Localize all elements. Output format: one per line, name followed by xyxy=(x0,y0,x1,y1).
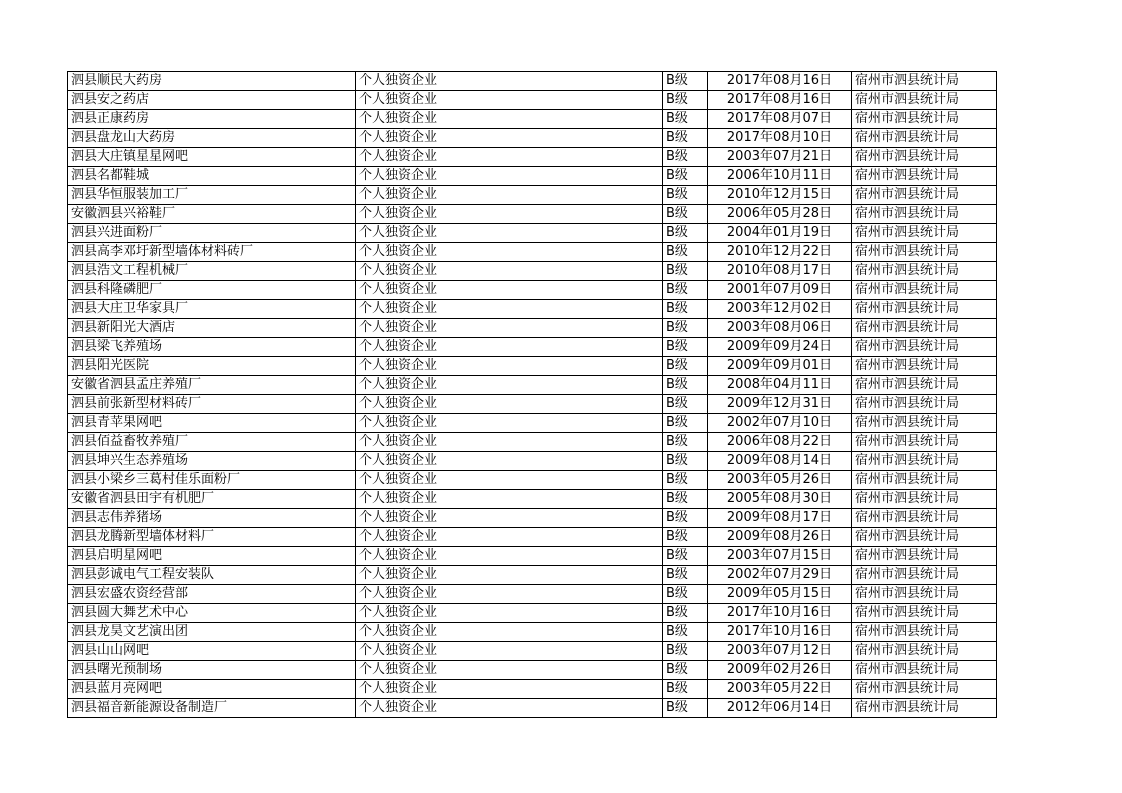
credit-grade-cell: B级 xyxy=(663,224,708,243)
enterprise-name-cell: 泗县青苹果网吧 xyxy=(68,414,356,433)
credit-grade-cell: B级 xyxy=(663,471,708,490)
enterprise-type-cell: 个人独资企业 xyxy=(356,471,663,490)
date-cell: 2006年05月28日 xyxy=(708,205,852,224)
table-row xyxy=(68,281,997,300)
date-cell: 2009年05月15日 xyxy=(708,585,852,604)
credit-grade-cell: B级 xyxy=(663,680,708,699)
enterprise-name-cell: 泗县龙昊文艺演出团 xyxy=(68,623,356,642)
table-row xyxy=(68,547,997,566)
credit-grade-cell: B级 xyxy=(663,585,708,604)
table-row xyxy=(68,395,997,414)
date-cell: 2017年08月07日 xyxy=(708,110,852,129)
date-cell: 2005年08月30日 xyxy=(708,490,852,509)
credit-grade-cell: B级 xyxy=(663,414,708,433)
credit-grade-cell: B级 xyxy=(663,433,708,452)
date-cell: 2009年12月31日 xyxy=(708,395,852,414)
table-row xyxy=(68,623,997,642)
table-row xyxy=(68,433,997,452)
date-cell: 2009年08月17日 xyxy=(708,509,852,528)
table-row xyxy=(68,224,997,243)
enterprise-type-cell: 个人独资企业 xyxy=(356,604,663,623)
date-cell: 2009年02月26日 xyxy=(708,661,852,680)
table-row xyxy=(68,319,997,338)
enterprise-name-cell: 泗县新阳光大酒店 xyxy=(68,319,356,338)
enterprise-type-cell: 个人独资企业 xyxy=(356,642,663,661)
table-body xyxy=(68,72,997,718)
credit-grade-cell: B级 xyxy=(663,243,708,262)
enterprise-type-cell: 个人独资企业 xyxy=(356,699,663,718)
authority-cell: 宿州市泗县统计局 xyxy=(852,452,997,471)
enterprise-name-cell: 泗县曙光预制场 xyxy=(68,661,356,680)
enterprise-type-cell: 个人独资企业 xyxy=(356,281,663,300)
date-cell: 2001年07月09日 xyxy=(708,281,852,300)
authority-cell: 宿州市泗县统计局 xyxy=(852,319,997,338)
enterprise-name-cell: 泗县名都鞋城 xyxy=(68,167,356,186)
authority-cell: 宿州市泗县统计局 xyxy=(852,642,997,661)
date-cell: 2010年12月22日 xyxy=(708,243,852,262)
enterprise-type-cell: 个人独资企业 xyxy=(356,414,663,433)
date-cell: 2003年08月06日 xyxy=(708,319,852,338)
table-row xyxy=(68,110,997,129)
date-cell: 2008年04月11日 xyxy=(708,376,852,395)
enterprise-type-cell: 个人独资企业 xyxy=(356,528,663,547)
enterprise-name-cell: 泗县龙腾新型墙体材料厂 xyxy=(68,528,356,547)
enterprise-name-cell: 泗县正康药房 xyxy=(68,110,356,129)
authority-cell: 宿州市泗县统计局 xyxy=(852,414,997,433)
date-cell: 2003年07月15日 xyxy=(708,547,852,566)
table-row xyxy=(68,167,997,186)
enterprise-type-cell: 个人独资企业 xyxy=(356,395,663,414)
enterprise-credit-table xyxy=(67,71,997,718)
date-cell: 2017年10月16日 xyxy=(708,604,852,623)
date-cell: 2017年08月16日 xyxy=(708,72,852,91)
enterprise-name-cell: 泗县宏盛农资经营部 xyxy=(68,585,356,604)
table-row xyxy=(68,186,997,205)
enterprise-name-cell: 泗县佰益畜牧养殖厂 xyxy=(68,433,356,452)
enterprise-name-cell: 泗县大庄卫华家具厂 xyxy=(68,300,356,319)
enterprise-name-cell: 泗县蓝月亮网吧 xyxy=(68,680,356,699)
authority-cell: 宿州市泗县统计局 xyxy=(852,661,997,680)
enterprise-type-cell: 个人独资企业 xyxy=(356,319,663,338)
enterprise-type-cell: 个人独资企业 xyxy=(356,262,663,281)
table-row xyxy=(68,205,997,224)
credit-grade-cell: B级 xyxy=(663,281,708,300)
enterprise-credit-table-container xyxy=(67,71,997,718)
authority-cell: 宿州市泗县统计局 xyxy=(852,471,997,490)
enterprise-type-cell: 个人独资企业 xyxy=(356,680,663,699)
credit-grade-cell: B级 xyxy=(663,357,708,376)
table-row xyxy=(68,414,997,433)
enterprise-type-cell: 个人独资企业 xyxy=(356,452,663,471)
authority-cell: 宿州市泗县统计局 xyxy=(852,547,997,566)
table-row xyxy=(68,338,997,357)
authority-cell: 宿州市泗县统计局 xyxy=(852,243,997,262)
enterprise-name-cell: 泗县盘龙山大药房 xyxy=(68,129,356,148)
date-cell: 2010年12月15日 xyxy=(708,186,852,205)
authority-cell: 宿州市泗县统计局 xyxy=(852,509,997,528)
table-row xyxy=(68,357,997,376)
enterprise-type-cell: 个人独资企业 xyxy=(356,186,663,205)
date-cell: 2004年01月19日 xyxy=(708,224,852,243)
table-row xyxy=(68,376,997,395)
table-row xyxy=(68,585,997,604)
authority-cell: 宿州市泗县统计局 xyxy=(852,167,997,186)
enterprise-type-cell: 个人独资企业 xyxy=(356,357,663,376)
authority-cell: 宿州市泗县统计局 xyxy=(852,395,997,414)
enterprise-name-cell: 安徽泗县兴裕鞋厂 xyxy=(68,205,356,224)
authority-cell: 宿州市泗县统计局 xyxy=(852,72,997,91)
enterprise-name-cell: 泗县山山网吧 xyxy=(68,642,356,661)
table-row xyxy=(68,452,997,471)
enterprise-name-cell: 泗县志伟养猪场 xyxy=(68,509,356,528)
table-row xyxy=(68,262,997,281)
date-cell: 2009年08月26日 xyxy=(708,528,852,547)
authority-cell: 宿州市泗县统计局 xyxy=(852,281,997,300)
authority-cell: 宿州市泗县统计局 xyxy=(852,224,997,243)
credit-grade-cell: B级 xyxy=(663,338,708,357)
table-row xyxy=(68,509,997,528)
enterprise-type-cell: 个人独资企业 xyxy=(356,547,663,566)
authority-cell: 宿州市泗县统计局 xyxy=(852,566,997,585)
enterprise-name-cell: 泗县安之药店 xyxy=(68,91,356,110)
enterprise-type-cell: 个人独资企业 xyxy=(356,623,663,642)
credit-grade-cell: B级 xyxy=(663,205,708,224)
credit-grade-cell: B级 xyxy=(663,72,708,91)
credit-grade-cell: B级 xyxy=(663,300,708,319)
credit-grade-cell: B级 xyxy=(663,395,708,414)
table-row xyxy=(68,642,997,661)
enterprise-name-cell: 泗县启明星网吧 xyxy=(68,547,356,566)
credit-grade-cell: B级 xyxy=(663,528,708,547)
credit-grade-cell: B级 xyxy=(663,186,708,205)
credit-grade-cell: B级 xyxy=(663,91,708,110)
table-row xyxy=(68,490,997,509)
authority-cell: 宿州市泗县统计局 xyxy=(852,205,997,224)
authority-cell: 宿州市泗县统计局 xyxy=(852,528,997,547)
table-row xyxy=(68,699,997,718)
enterprise-name-cell: 泗县浩文工程机械厂 xyxy=(68,262,356,281)
date-cell: 2010年08月17日 xyxy=(708,262,852,281)
authority-cell: 宿州市泗县统计局 xyxy=(852,262,997,281)
credit-grade-cell: B级 xyxy=(663,661,708,680)
credit-grade-cell: B级 xyxy=(663,148,708,167)
table-row xyxy=(68,680,997,699)
enterprise-name-cell: 泗县阳光医院 xyxy=(68,357,356,376)
authority-cell: 宿州市泗县统计局 xyxy=(852,585,997,604)
enterprise-type-cell: 个人独资企业 xyxy=(356,585,663,604)
credit-grade-cell: B级 xyxy=(663,490,708,509)
authority-cell: 宿州市泗县统计局 xyxy=(852,148,997,167)
date-cell: 2009年09月01日 xyxy=(708,357,852,376)
enterprise-type-cell: 个人独资企业 xyxy=(356,376,663,395)
enterprise-name-cell: 泗县兴进面粉厂 xyxy=(68,224,356,243)
table-row xyxy=(68,243,997,262)
authority-cell: 宿州市泗县统计局 xyxy=(852,376,997,395)
table-row xyxy=(68,72,997,91)
table-row xyxy=(68,604,997,623)
credit-grade-cell: B级 xyxy=(663,604,708,623)
credit-grade-cell: B级 xyxy=(663,623,708,642)
enterprise-name-cell: 泗县梁飞养殖场 xyxy=(68,338,356,357)
enterprise-type-cell: 个人独资企业 xyxy=(356,110,663,129)
credit-grade-cell: B级 xyxy=(663,167,708,186)
date-cell: 2017年08月16日 xyxy=(708,91,852,110)
date-cell: 2003年05月26日 xyxy=(708,471,852,490)
authority-cell: 宿州市泗县统计局 xyxy=(852,623,997,642)
date-cell: 2003年12月02日 xyxy=(708,300,852,319)
authority-cell: 宿州市泗县统计局 xyxy=(852,129,997,148)
enterprise-type-cell: 个人独资企业 xyxy=(356,148,663,167)
enterprise-type-cell: 个人独资企业 xyxy=(356,205,663,224)
date-cell: 2006年08月22日 xyxy=(708,433,852,452)
date-cell: 2009年08月14日 xyxy=(708,452,852,471)
table-row xyxy=(68,661,997,680)
enterprise-type-cell: 个人独资企业 xyxy=(356,129,663,148)
enterprise-name-cell: 泗县圆大舞艺术中心 xyxy=(68,604,356,623)
enterprise-name-cell: 泗县前张新型材料砖厂 xyxy=(68,395,356,414)
table-row xyxy=(68,148,997,167)
authority-cell: 宿州市泗县统计局 xyxy=(852,186,997,205)
enterprise-type-cell: 个人独资企业 xyxy=(356,224,663,243)
date-cell: 2003年07月12日 xyxy=(708,642,852,661)
authority-cell: 宿州市泗县统计局 xyxy=(852,680,997,699)
credit-grade-cell: B级 xyxy=(663,642,708,661)
credit-grade-cell: B级 xyxy=(663,319,708,338)
table-row xyxy=(68,528,997,547)
date-cell: 2009年09月24日 xyxy=(708,338,852,357)
table-row xyxy=(68,91,997,110)
credit-grade-cell: B级 xyxy=(663,129,708,148)
credit-grade-cell: B级 xyxy=(663,376,708,395)
credit-grade-cell: B级 xyxy=(663,566,708,585)
enterprise-type-cell: 个人独资企业 xyxy=(356,509,663,528)
enterprise-type-cell: 个人独资企业 xyxy=(356,72,663,91)
authority-cell: 宿州市泗县统计局 xyxy=(852,357,997,376)
table-row xyxy=(68,129,997,148)
enterprise-type-cell: 个人独资企业 xyxy=(356,566,663,585)
authority-cell: 宿州市泗县统计局 xyxy=(852,338,997,357)
date-cell: 2002年07月10日 xyxy=(708,414,852,433)
enterprise-type-cell: 个人独资企业 xyxy=(356,300,663,319)
date-cell: 2017年08月10日 xyxy=(708,129,852,148)
date-cell: 2003年07月21日 xyxy=(708,148,852,167)
authority-cell: 宿州市泗县统计局 xyxy=(852,433,997,452)
enterprise-name-cell: 泗县科隆磷肥厂 xyxy=(68,281,356,300)
enterprise-name-cell: 泗县高李邓圩新型墙体材料砖厂 xyxy=(68,243,356,262)
enterprise-name-cell: 安徽省泗县孟庄养殖厂 xyxy=(68,376,356,395)
enterprise-name-cell: 安徽省泗县田宇有机肥厂 xyxy=(68,490,356,509)
credit-grade-cell: B级 xyxy=(663,547,708,566)
authority-cell: 宿州市泗县统计局 xyxy=(852,300,997,319)
credit-grade-cell: B级 xyxy=(663,699,708,718)
authority-cell: 宿州市泗县统计局 xyxy=(852,91,997,110)
enterprise-type-cell: 个人独资企业 xyxy=(356,91,663,110)
table-row xyxy=(68,566,997,585)
date-cell: 2002年07月29日 xyxy=(708,566,852,585)
credit-grade-cell: B级 xyxy=(663,452,708,471)
table-row xyxy=(68,471,997,490)
credit-grade-cell: B级 xyxy=(663,262,708,281)
date-cell: 2003年05月22日 xyxy=(708,680,852,699)
credit-grade-cell: B级 xyxy=(663,509,708,528)
enterprise-type-cell: 个人独资企业 xyxy=(356,433,663,452)
enterprise-type-cell: 个人独资企业 xyxy=(356,243,663,262)
authority-cell: 宿州市泗县统计局 xyxy=(852,110,997,129)
enterprise-name-cell: 泗县彭诚电气工程安装队 xyxy=(68,566,356,585)
enterprise-type-cell: 个人独资企业 xyxy=(356,338,663,357)
authority-cell: 宿州市泗县统计局 xyxy=(852,490,997,509)
enterprise-type-cell: 个人独资企业 xyxy=(356,490,663,509)
enterprise-name-cell: 泗县福音新能源设备制造厂 xyxy=(68,699,356,718)
date-cell: 2017年10月16日 xyxy=(708,623,852,642)
enterprise-name-cell: 泗县小梁乡三葛村佳乐面粉厂 xyxy=(68,471,356,490)
enterprise-name-cell: 泗县顺民大药房 xyxy=(68,72,356,91)
enterprise-type-cell: 个人独资企业 xyxy=(356,661,663,680)
date-cell: 2006年10月11日 xyxy=(708,167,852,186)
enterprise-name-cell: 泗县华恒服装加工厂 xyxy=(68,186,356,205)
date-cell: 2012年06月14日 xyxy=(708,699,852,718)
authority-cell: 宿州市泗县统计局 xyxy=(852,699,997,718)
authority-cell: 宿州市泗县统计局 xyxy=(852,604,997,623)
enterprise-name-cell: 泗县大庄镇星星网吧 xyxy=(68,148,356,167)
enterprise-name-cell: 泗县坤兴生态养殖场 xyxy=(68,452,356,471)
enterprise-type-cell: 个人独资企业 xyxy=(356,167,663,186)
credit-grade-cell: B级 xyxy=(663,110,708,129)
table-row xyxy=(68,300,997,319)
